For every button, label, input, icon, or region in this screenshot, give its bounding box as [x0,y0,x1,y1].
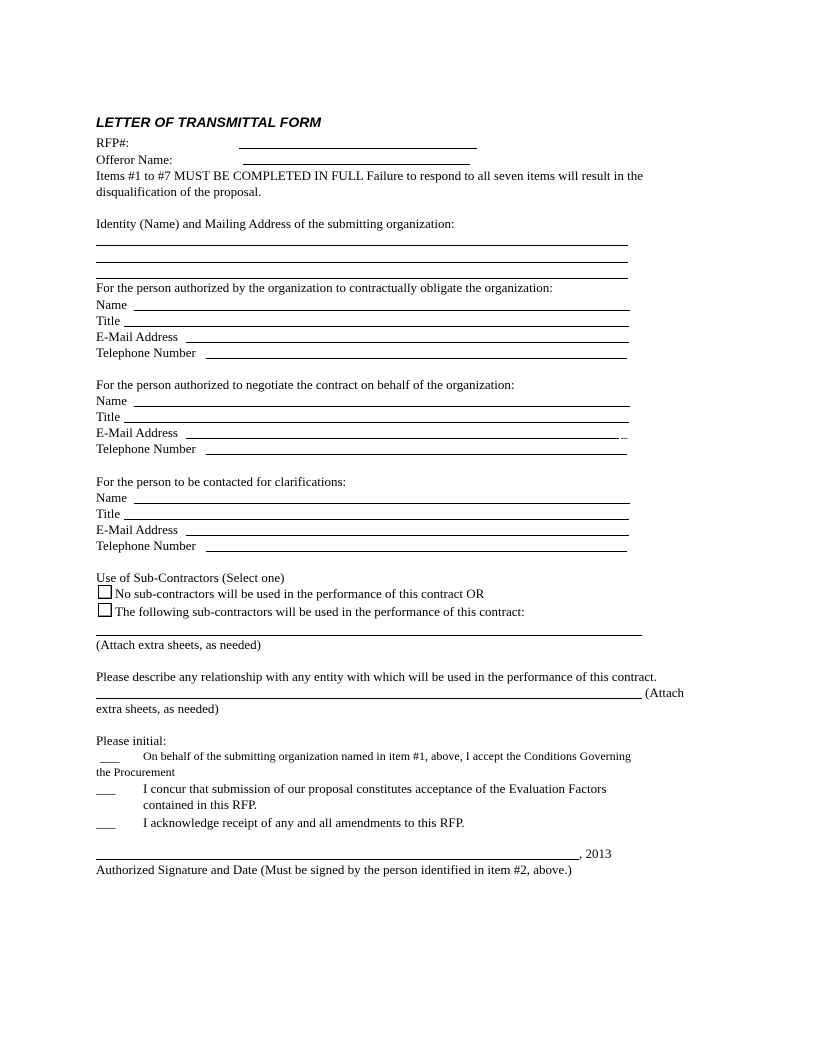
negotiate-email-label: E-Mail Address [96,425,178,440]
identity-line-3[interactable] [96,278,628,279]
signature-year: , 2013 [579,846,612,861]
signature-caption: Authorized Signature and Date (Must be signed by the person identified in item #2, above.) [96,862,572,877]
initial-item-2-line-2: contained in this RFP. [143,797,258,812]
initial-blank-1[interactable]: ___ [100,749,120,764]
relationship-attach-cont: extra sheets, as needed) [96,701,219,716]
clarify-email-label: E-Mail Address [96,522,178,537]
obligate-phone-field[interactable] [206,358,627,359]
signature-field[interactable] [96,859,579,860]
negotiate-email-field[interactable] [186,438,619,439]
negotiate-phone-label: Telephone Number [96,441,196,456]
relationship-field[interactable] [96,698,642,699]
following-subcontractors-label: The following sub-contractors will be used in the performance of this contract: [115,604,525,619]
initial-item-2-line-1: I concur that submission of our proposal constitutes acceptance of the Evaluation Factors [143,781,607,796]
negotiate-phone-field[interactable] [206,454,627,455]
rfp-field[interactable] [239,148,477,149]
no-subcontractors-label: No sub-contractors will be used in the performance of this contract OR [115,586,485,601]
offeror-name-label: Offeror Name: [96,152,173,167]
clarify-phone-field[interactable] [206,551,627,552]
clarify-title-label: Title [96,506,121,521]
initial-blank-3[interactable]: ___ [96,815,116,830]
rfp-label: RFP#: [96,135,130,150]
negotiate-name-label: Name [96,393,128,408]
negotiate-heading: For the person authorized to negotiate the contract on behalf of the organization: [96,377,515,392]
obligate-email-field[interactable] [186,342,629,343]
clarify-heading: For the person to be contacted for clarifications: [96,474,347,489]
initial-item-3: I acknowledge receipt of any and all amendments to this RFP. [143,815,465,830]
initial-item-1-line-2: the Procurement [96,765,175,779]
identity-line-2[interactable] [96,262,628,263]
form-title: LETTER OF TRANSMITTAL FORM [96,114,322,130]
initials-heading: Please initial: [96,733,167,748]
following-subcontractors-checkbox[interactable] [98,603,112,617]
obligate-name-label: Name [96,297,128,312]
initial-blank-2[interactable]: ___ [96,781,116,796]
obligate-email-label: E-Mail Address [96,329,178,344]
negotiate-title-label: Title [96,409,121,424]
clarify-name-label: Name [96,490,128,505]
initial-item-1-line-1: On behalf of the submitting organization named in item #1, above, I accept the Conditions Governing [143,749,631,763]
relationship-attach-inline: (Attach [645,685,684,700]
clarify-email-field[interactable] [186,535,629,536]
obligate-title-field[interactable] [124,326,629,327]
instructions-line-2: disqualification of the proposal. [96,184,262,199]
obligate-phone-label: Telephone Number [96,345,196,360]
obligate-name-field[interactable] [134,310,630,311]
obligate-title-label: Title [96,313,121,328]
identity-line-1[interactable] [96,245,628,246]
instructions-line-1: Items #1 to #7 MUST BE COMPLETED IN FULL Failure to respond to all seven items will result in the [96,168,644,183]
negotiate-email-suffix: _ [621,425,628,440]
relationship-prompt: Please describe any relationship with any entity with which will be used in the performance of this contract. [96,669,658,684]
identity-label: Identity (Name) and Mailing Address of the submitting organization: [96,216,455,231]
no-subcontractors-checkbox[interactable] [98,585,112,599]
subcontractors-attach-note: (Attach extra sheets, as needed) [96,637,261,652]
offeror-name-field[interactable] [243,164,470,165]
subcontractors-list-field[interactable] [96,635,642,636]
clarify-name-field[interactable] [134,503,630,504]
clarify-phone-label: Telephone Number [96,538,196,553]
clarify-title-field[interactable] [124,519,629,520]
negotiate-name-field[interactable] [134,406,630,407]
obligate-heading: For the person authorized by the organization to contractually obligate the organization: [96,280,553,295]
subcontractors-heading: Use of Sub-Contractors (Select one) [96,570,285,585]
negotiate-title-field[interactable] [124,422,629,423]
